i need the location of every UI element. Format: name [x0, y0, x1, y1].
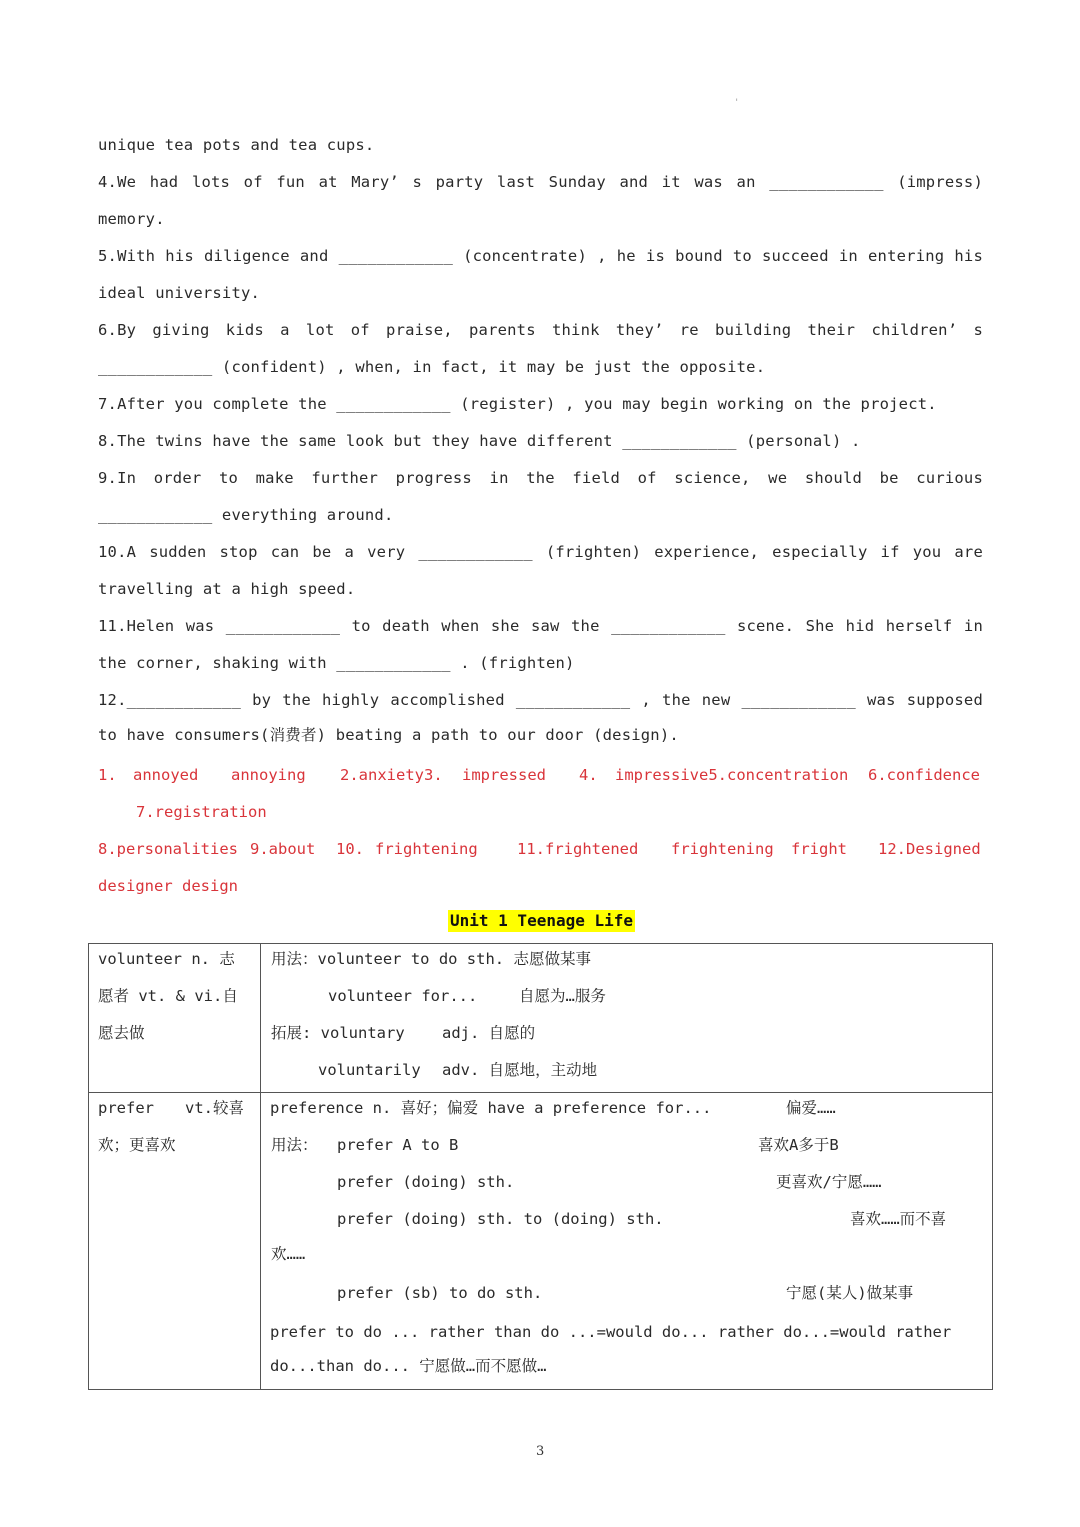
word-cell [89, 1093, 261, 1390]
question-line: unique tea pots and tea cups. [98, 136, 375, 154]
word-line: volunteer n. 志 [98, 950, 235, 968]
answer-text: 6.confidence [868, 766, 980, 784]
answer-text: impressive5.concentration [615, 766, 849, 784]
answer-text: 4. [579, 766, 598, 784]
question-line: 10.A sudden stop can be a very ____________ (frighten) experience, especially if you are [98, 543, 983, 561]
question-line: to have consumers(消费者) beating a path to our door (design). [98, 726, 679, 744]
unit-title: Unit 1 Teenage Life [450, 911, 634, 930]
word-line: 愿者 vt. & vi.自 [98, 987, 238, 1005]
usage-line: 宁愿(某人)做某事 [786, 1284, 914, 1302]
answer-text: 7.registration [136, 803, 267, 821]
answer-text: 9.about [250, 840, 316, 858]
question-line: the corner, shaking with ____________ . (frighten) [98, 654, 575, 672]
answer-text: annoyed [133, 766, 199, 784]
usage-line: voluntarily [318, 1061, 421, 1079]
usage-line: do...than do... 宁愿做…而不愿做… [270, 1357, 547, 1375]
question-line: ____________ everything around. [98, 506, 394, 524]
answer-text: 10. [336, 840, 364, 858]
usage-line: prefer A to B [337, 1136, 459, 1154]
vocabulary-table [88, 943, 993, 1390]
word-cell [89, 944, 261, 1093]
answer-text: 8.personalities [98, 840, 238, 858]
usage-cell [261, 944, 993, 1093]
question-line: 4.We had lots of fun at Mary’ s party last Sunday and it was an ____________ (impress) [98, 173, 983, 191]
table-row [89, 1093, 993, 1390]
answer-text: 1. [98, 766, 117, 784]
question-line: ideal university. [98, 284, 261, 302]
usage-line: 拓展: voluntary [271, 1024, 405, 1042]
answer-text: 2.anxiety3. [340, 766, 443, 784]
word-line: vt.较喜 [185, 1099, 244, 1117]
question-line: 7.After you complete the ____________ (register) , you may begin working on the project. [98, 395, 937, 413]
answer-text: fright [791, 840, 847, 858]
question-line: 11.Helen was ____________ to death when she saw the ____________ scene. She hid herself in [98, 617, 983, 635]
answer-text: frightening [671, 840, 774, 858]
word-line: 欢；更喜欢 [98, 1136, 176, 1154]
question-line: 9.In order to make further progress in the field of science, we should be curious [98, 469, 983, 487]
question-line: travelling at a high speed. [98, 580, 356, 598]
usage-line: 用法：volunteer to do sth. 志愿做某事 [271, 950, 591, 968]
answer-text: designer design [98, 877, 238, 895]
usage-line: prefer (doing) sth. [337, 1173, 515, 1191]
usage-line: 喜欢……而不喜 [850, 1210, 947, 1228]
usage-line: 更喜欢/宁愿…… [776, 1173, 882, 1191]
word-line: prefer [98, 1099, 154, 1117]
usage-line: 自愿为…服务 [519, 987, 606, 1005]
answer-text: frightening [375, 840, 478, 858]
question-line: 8.The twins have the same look but they have different ____________ (personal) . [98, 432, 861, 450]
answer-text: annoying [231, 766, 306, 784]
usage-line: adv. 自愿地，主动地 [442, 1061, 598, 1079]
question-line: 12.____________ by the highly accomplished ____________ , the new ____________ was supposed [98, 691, 983, 709]
page-number: 3 [536, 1444, 545, 1459]
question-line: 5.With his diligence and ____________ (concentrate) , he is bound to succeed in entering his [98, 247, 983, 265]
answer-text: 12.Designed [878, 840, 981, 858]
usage-line: 用法： [271, 1136, 318, 1154]
usage-line: 欢…… [271, 1245, 306, 1263]
question-line: memory. [98, 210, 165, 228]
usage-line: preference n. 喜好；偏爱 have a preference for... [270, 1099, 712, 1117]
answer-text: impressed [462, 766, 546, 784]
usage-line: prefer (sb) to do sth. [337, 1284, 543, 1302]
usage-line: prefer (doing) sth. to (doing) sth. [337, 1210, 664, 1228]
usage-line: adj. 自愿的 [442, 1024, 536, 1042]
usage-line: 喜欢A多于B [758, 1136, 839, 1154]
word-line: 愿去做 [98, 1024, 145, 1042]
usage-line: volunteer for... [328, 987, 478, 1005]
question-line: ____________ (confident) , when, in fact, it may be just the opposite. [98, 358, 766, 376]
usage-line: prefer to do ... rather than do ...=would do... rather do...=would rather [270, 1323, 952, 1341]
table-row [89, 944, 993, 1093]
usage-cell [261, 1093, 993, 1390]
answer-text: 11.frightened [517, 840, 639, 858]
question-line: 6.By giving kids a lot of praise, parents think they’ re building their children’ s [98, 321, 983, 339]
usage-line: 偏爱…… [786, 1099, 836, 1117]
header-mark: ' [734, 98, 740, 108]
